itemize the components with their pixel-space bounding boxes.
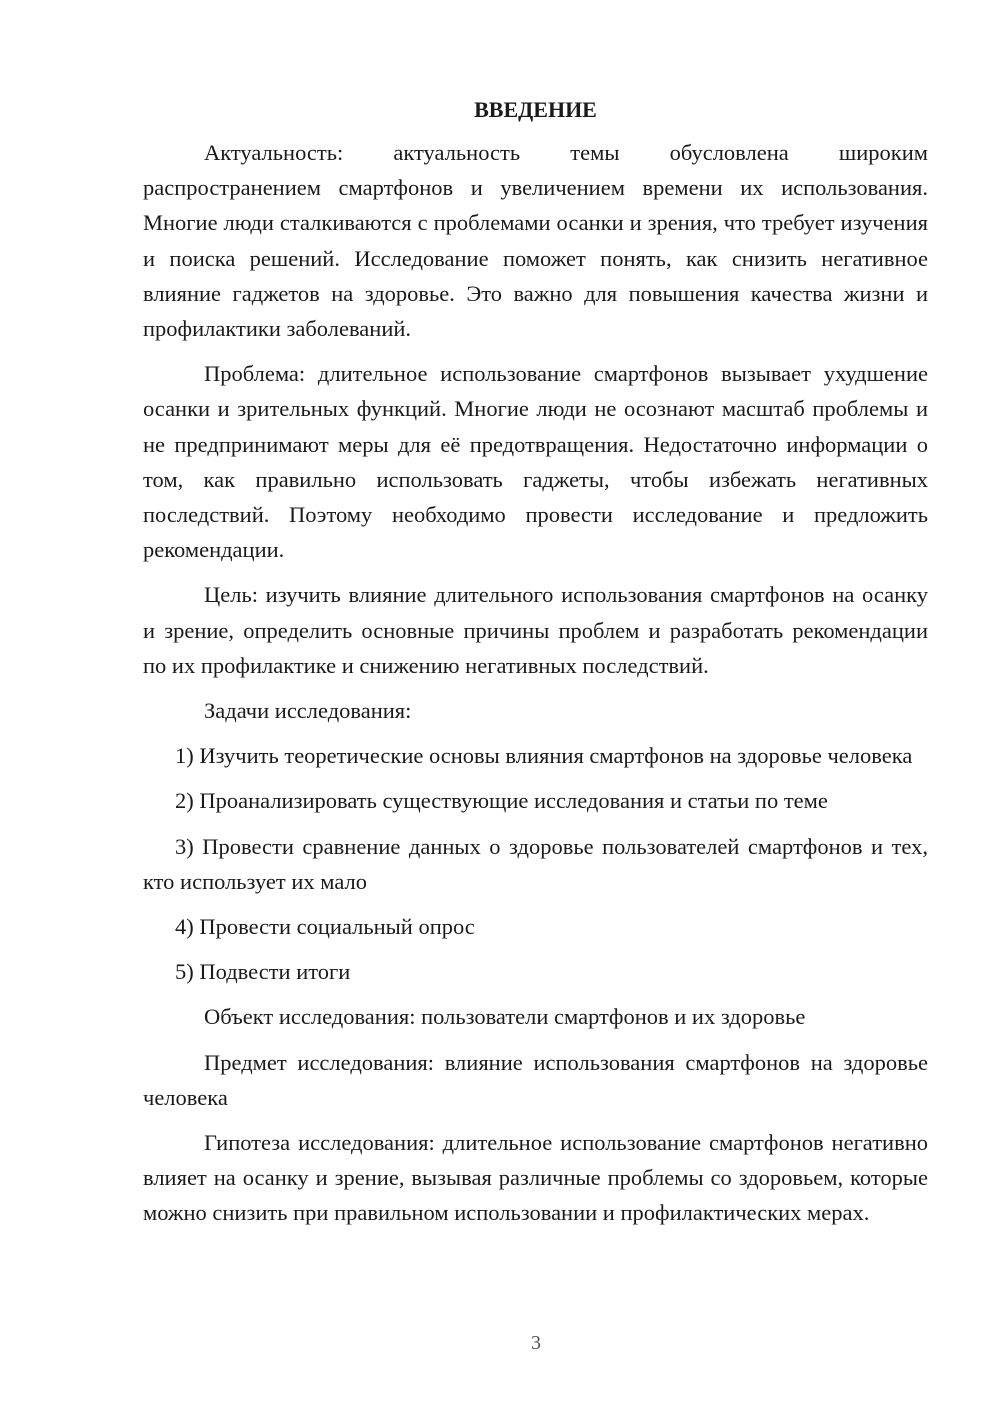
problem-paragraph: Проблема: длительное использование смартфонов вызывает ухудшение осанки и зрительных функций. Многие люди не осознают масштаб проблемы и не предпринимают меры для её предотвращения. Недостаточно информации о том, как правильно использовать гаджеты, чтобы избежать негативных последствий. Поэтому необходимо провести исследование и предложить рекомендации. — [143, 361, 928, 563]
task-item-5: 5) Подвести итоги — [175, 959, 351, 985]
subject-paragraph: Предмет исследования: влияние использования смартфонов на здоровье человека — [143, 1049, 928, 1110]
page-number: 3 — [531, 1332, 541, 1354]
task-item-2: 2) Проанализировать существующие исследования и статьи по теме — [175, 788, 828, 814]
task-item-4: 4) Провести социальный опрос — [175, 914, 475, 940]
tasks-title: Задачи исследования: — [204, 698, 412, 724]
task-item-1: 1) Изучить теоретические основы влияния смартфонов на здоровье человека — [175, 743, 913, 769]
task-item-3: 3) Провести сравнение данных о здоровье пользователей смартфонов и тех, кто использует их мало — [143, 833, 928, 894]
object-paragraph: Объект исследования: пользователи смартфонов и их здоровье — [204, 1004, 806, 1030]
hypothesis-paragraph: Гипотеза исследования: длительное использование смартфонов негативно влияет на осанку и зрение, вызывая различные проблемы со здоровьем, которые можно снизить при правильном использовании и профилактических мерах. — [143, 1130, 928, 1226]
section-heading: ВВЕДЕНИЕ — [474, 97, 597, 122]
relevance-paragraph: Актуальность: актуальность темы обусловлена широким распространением смартфонов и увеличением времени их использования. Многие люди сталкиваются с проблемами осанки и зрения, что требует изучения и поиска решений. Исследование поможет понять, как снизить негативное влияние гаджетов на здоровье. Это важно для повышения качества жизни и профилактики заболеваний. — [143, 140, 928, 342]
page-content — [143, 92, 928, 1241]
goal-paragraph: Цель: изучить влияние длительного использования смартфонов на осанку и зрение, определить основные причины проблем и разработать рекомендации по их профилактике и снижению негативных последствий. — [143, 582, 928, 678]
